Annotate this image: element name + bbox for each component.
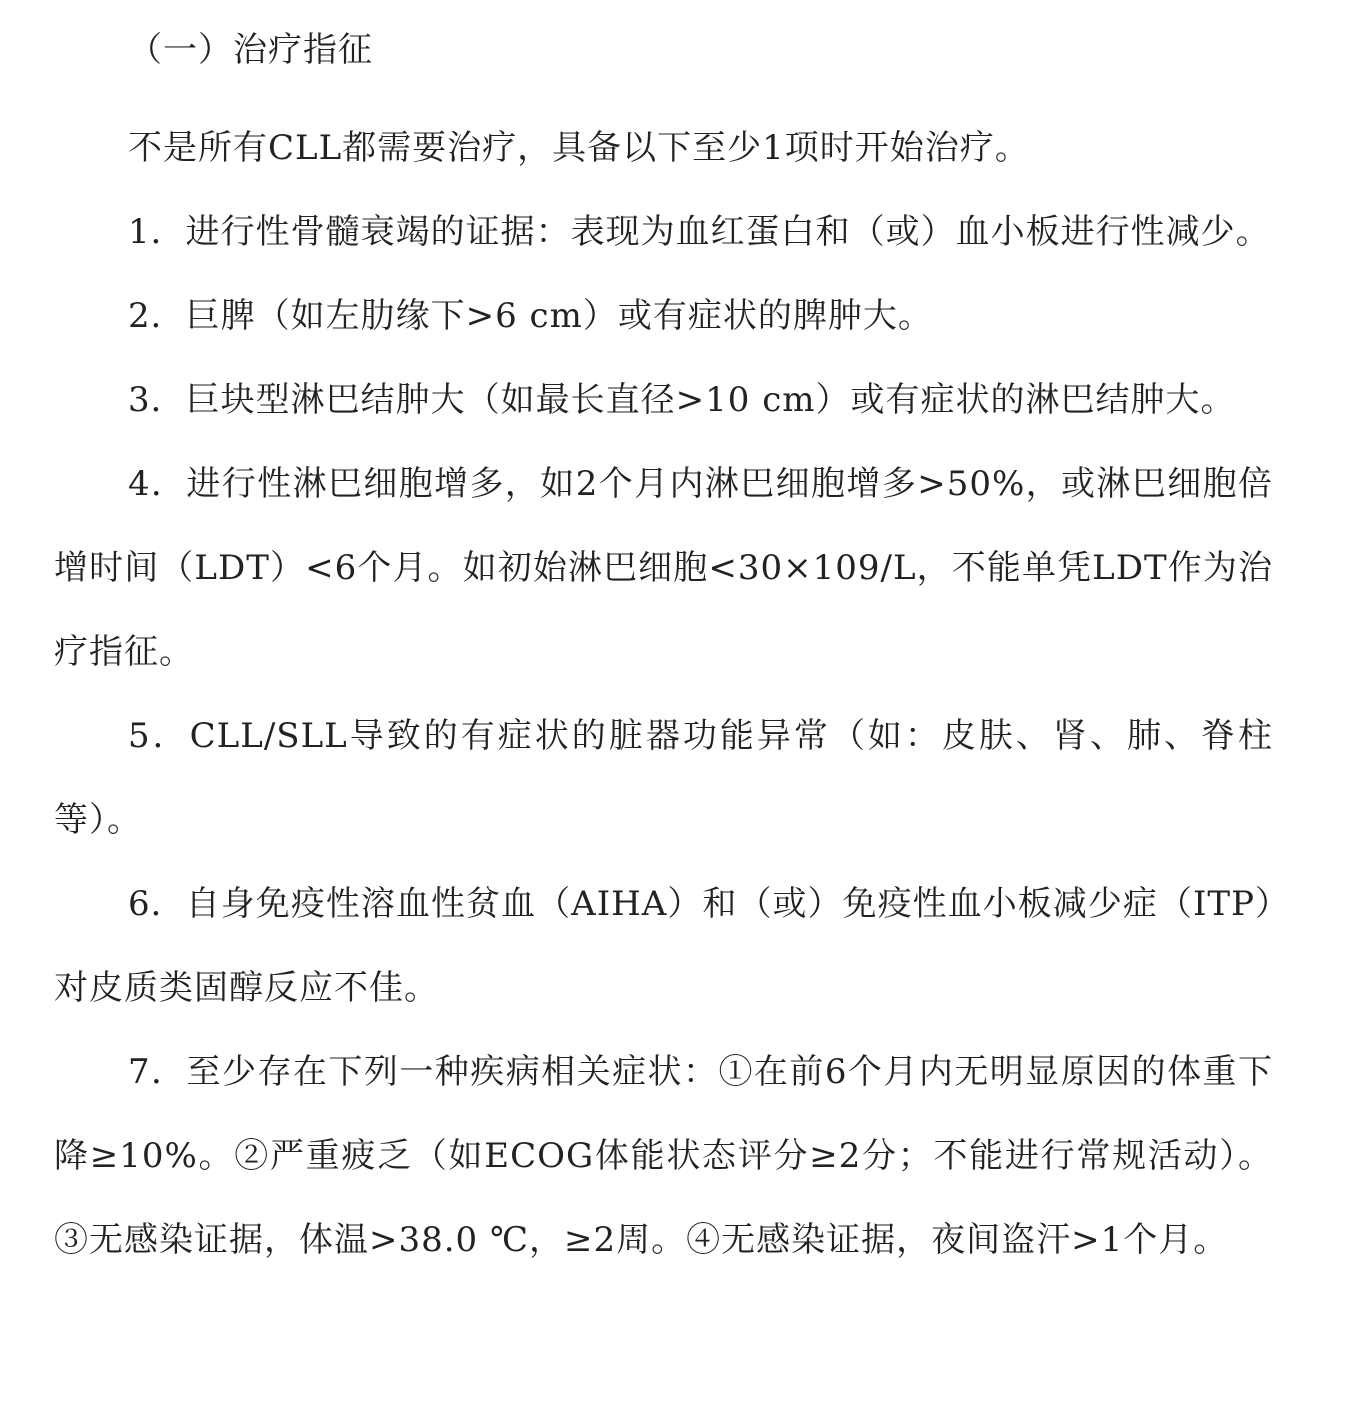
list-item: 5．CLL/SLL导致的有症状的脏器功能异常（如：皮肤、肾、肺、脊柱等）。 [54,716,1273,840]
section-heading: （一）治疗指征 [128,30,373,70]
list-item: 3．巨块型淋巴结肿大（如最长直径>10 cm）或有症状的淋巴结肿大。 [128,380,1236,420]
list-item: 7．至少存在下列一种疾病相关症状：①在前6个月内无明显原因的体重下降≥10%。②严重疲乏（如ECOG体能状态评分≥2分；不能进行常规活动）。③无感染证据，体温>38.0 ℃，≥2周。④无感染证据，夜间盗汗>1个月。 [54,1052,1273,1260]
intro-paragraph: 不是所有CLL都需要治疗，具备以下至少1项时开始治疗。 [128,128,1030,168]
list-item: 1．进行性骨髓衰竭的证据：表现为血红蛋白和（或）血小板进行性减少。 [128,212,1271,252]
list-item: 2．巨脾（如左肋缘下>6 cm）或有症状的脾肿大。 [128,296,933,336]
list-item: 4．进行性淋巴细胞增多，如2个月内淋巴细胞增多>50%，或淋巴细胞倍增时间（LDT）<6个月。如初始淋巴细胞<30×109/L，不能单凭LDT作为治疗指征。 [54,464,1273,672]
list-item: 6．自身免疫性溶血性贫血（AIHA）和（或）免疫性血小板减少症（ITP）对皮质类固醇反应不佳。 [54,884,1273,1008]
